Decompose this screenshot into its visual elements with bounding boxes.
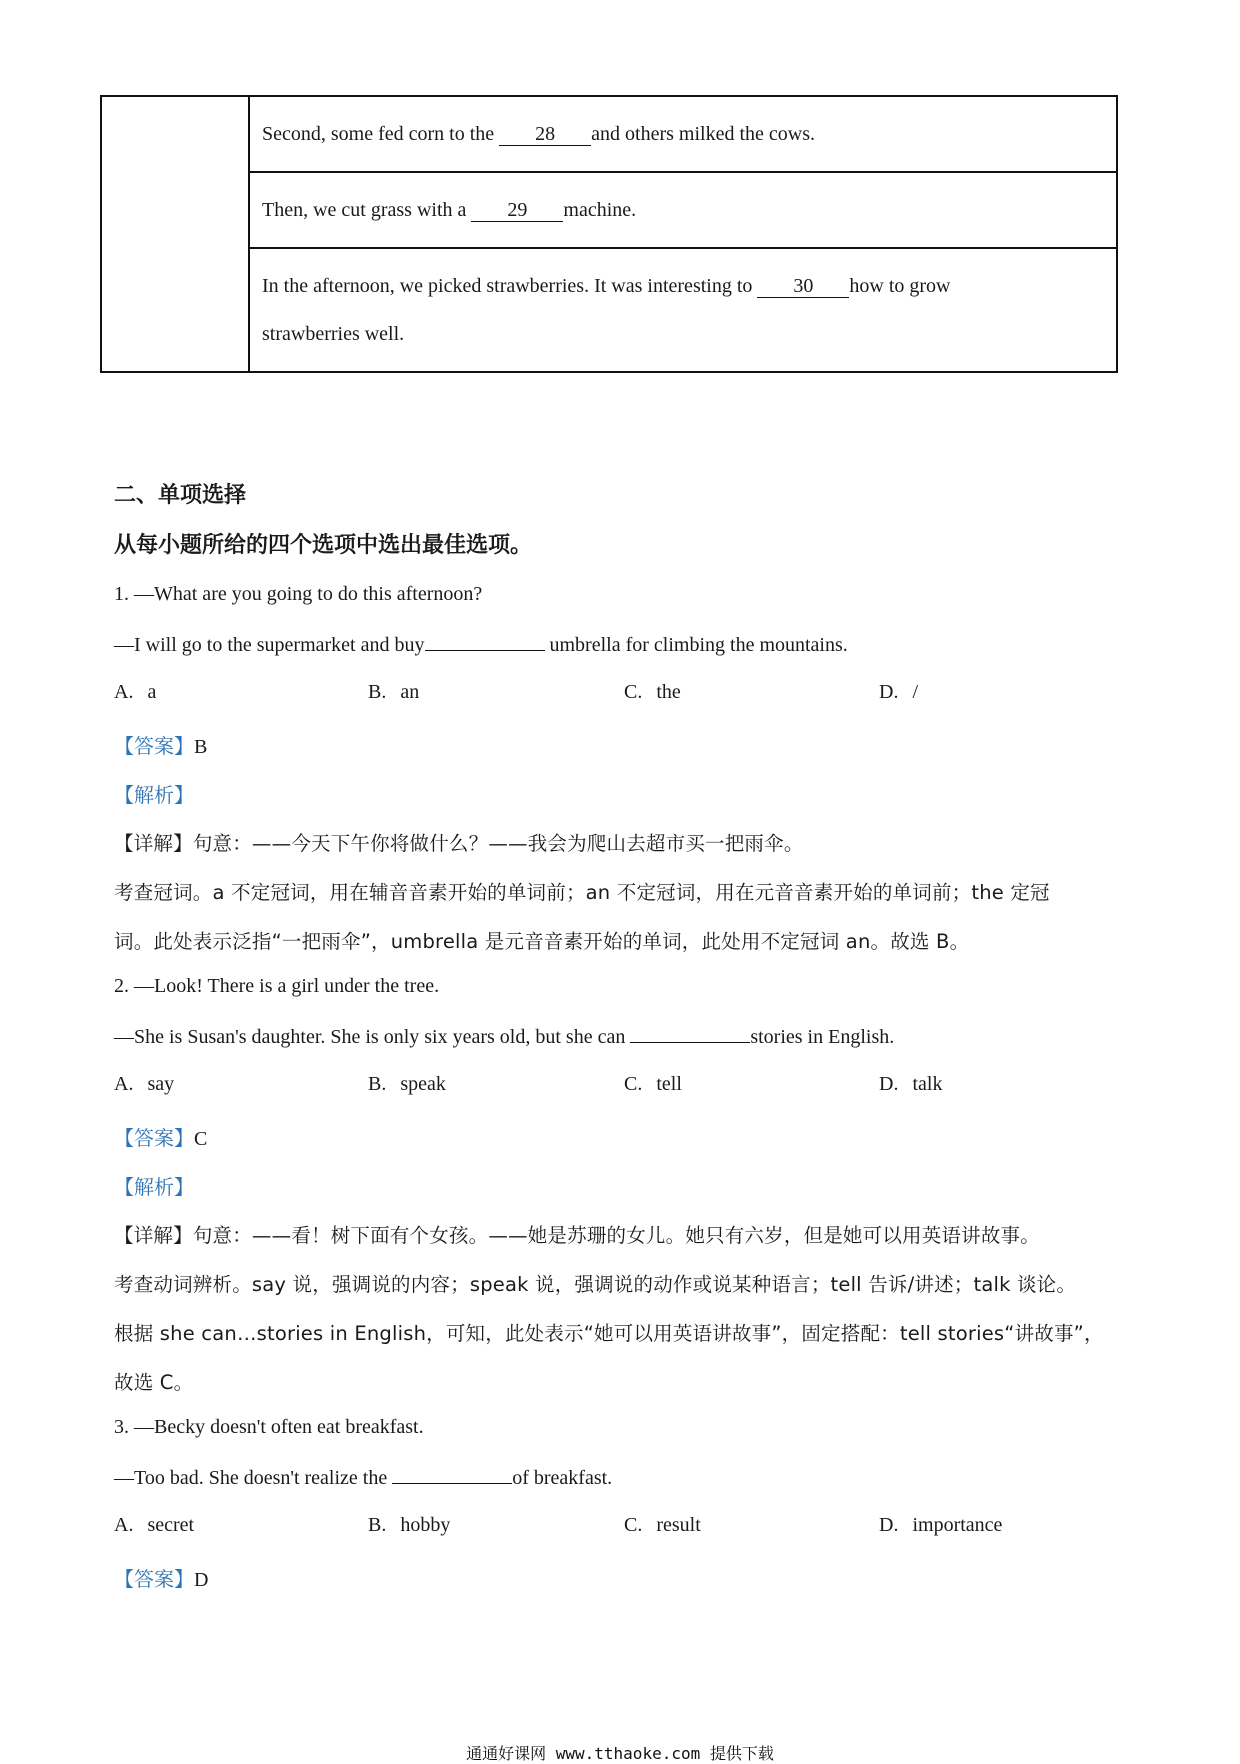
question-1-line1: 1. —What are you going to do this afternoon? <box>114 583 483 605</box>
question-3-line2: —Too bad. She doesn't realize the of breakfast. <box>114 1467 613 1489</box>
table-row <box>249 172 1117 248</box>
row-text-line2: strawberries well. <box>262 323 405 345</box>
question-3-option-d: D. importance <box>879 1514 1003 1536</box>
question-2-option-b: B. speak <box>368 1073 446 1095</box>
blank-28: 28 <box>499 123 591 146</box>
question-3-option-b: B. hobby <box>368 1514 451 1536</box>
question-1-answer: 【答案】B <box>114 734 208 758</box>
question-2-detail-line: 考查动词辨析。say 说，强调说的内容；speak 说，强调说的动作或说某种语言；tell 告诉/讲述；talk 谈论。 <box>114 1273 1077 1296</box>
row-text-after: how to grow <box>849 275 951 297</box>
question-3-answer: 【答案】D <box>114 1567 209 1591</box>
question-1-detail-line: 【详解】句意：——今天下午你将做什么？——我会为爬山去超市买一把雨伞。 <box>114 832 804 855</box>
question-1-analysis-label: 【解析】 <box>114 783 194 807</box>
page-footer: 通通好课网 www.tthaoke.com 提供下载 <box>466 1744 774 1763</box>
question-1-option-c: C. the <box>624 681 681 703</box>
question-2-analysis-label: 【解析】 <box>114 1175 194 1199</box>
question-1-option-b: B. an <box>368 681 420 703</box>
question-2-line2: —She is Susan's daughter. She is only six years old, but she can stories in English. <box>114 1026 895 1048</box>
question-2-answer: 【答案】C <box>114 1126 208 1150</box>
row-text-before: Then, we cut grass with a <box>262 199 472 221</box>
answer-blank <box>630 1024 750 1043</box>
question-2-detail-line: 故选 C。 <box>114 1371 194 1394</box>
question-2-line1: 2. —Look! There is a girl under the tree. <box>114 975 440 997</box>
answer-blank <box>425 632 545 651</box>
row-text-before: In the afternoon, we picked strawberries. It was interesting to <box>262 275 758 297</box>
question-1-detail-line: 词。此处表示泛指“一把雨伞”，umbrella 是元音音素开始的单词，此处用不定冠词 an。故选 B。 <box>114 930 970 953</box>
section-heading: 二、单项选择 <box>114 483 247 508</box>
table-row <box>249 248 1117 372</box>
row-text-after: and others milked the cows. <box>591 123 816 145</box>
question-3-option-a: A. secret <box>114 1514 195 1536</box>
answer-blank <box>392 1465 512 1484</box>
question-1-option-d: D. / <box>879 681 919 703</box>
question-1-line2 <box>114 632 848 657</box>
question-2-option-d: D. talk <box>879 1073 943 1095</box>
passage-table <box>100 95 1118 373</box>
question-2-option-a: A. say <box>114 1073 175 1095</box>
blank-29: 29 <box>471 199 563 222</box>
section-instruction: 从每小题所给的四个选项中选出最佳选项。 <box>114 533 533 558</box>
table-row <box>249 96 1117 172</box>
question-1-text-before: —I will go to the supermarket and buy <box>114 634 425 656</box>
question-2-option-c: C. tell <box>624 1073 682 1095</box>
question-3-line1: 3. —Becky doesn't often eat breakfast. <box>114 1416 424 1438</box>
row-text-before: Second, some fed corn to the <box>262 123 500 145</box>
question-2-detail-line: 根据 she can…stories in English，可知，此处表示“她可以用英语讲故事”，固定搭配：tell stories“讲故事”， <box>114 1322 1104 1345</box>
question-2-detail-line: 【详解】句意：——看！树下面有个女孩。——她是苏珊的女儿。她只有六岁，但是她可以用英语讲故事。 <box>114 1224 1040 1247</box>
question-3-option-c: C. result <box>624 1514 701 1536</box>
blank-30: 30 <box>757 275 849 298</box>
row-text-after: machine. <box>563 199 637 221</box>
question-1-option-a: A. a <box>114 681 157 703</box>
question-1-text-after: umbrella for climbing the mountains. <box>544 634 848 656</box>
question-1-detail-line: 考查冠词。a 不定冠词，用在辅音音素开始的单词前；an 不定冠词，用在元音音素开始的单词前；the 定冠 <box>114 881 1050 904</box>
table-left-cell <box>101 96 249 372</box>
